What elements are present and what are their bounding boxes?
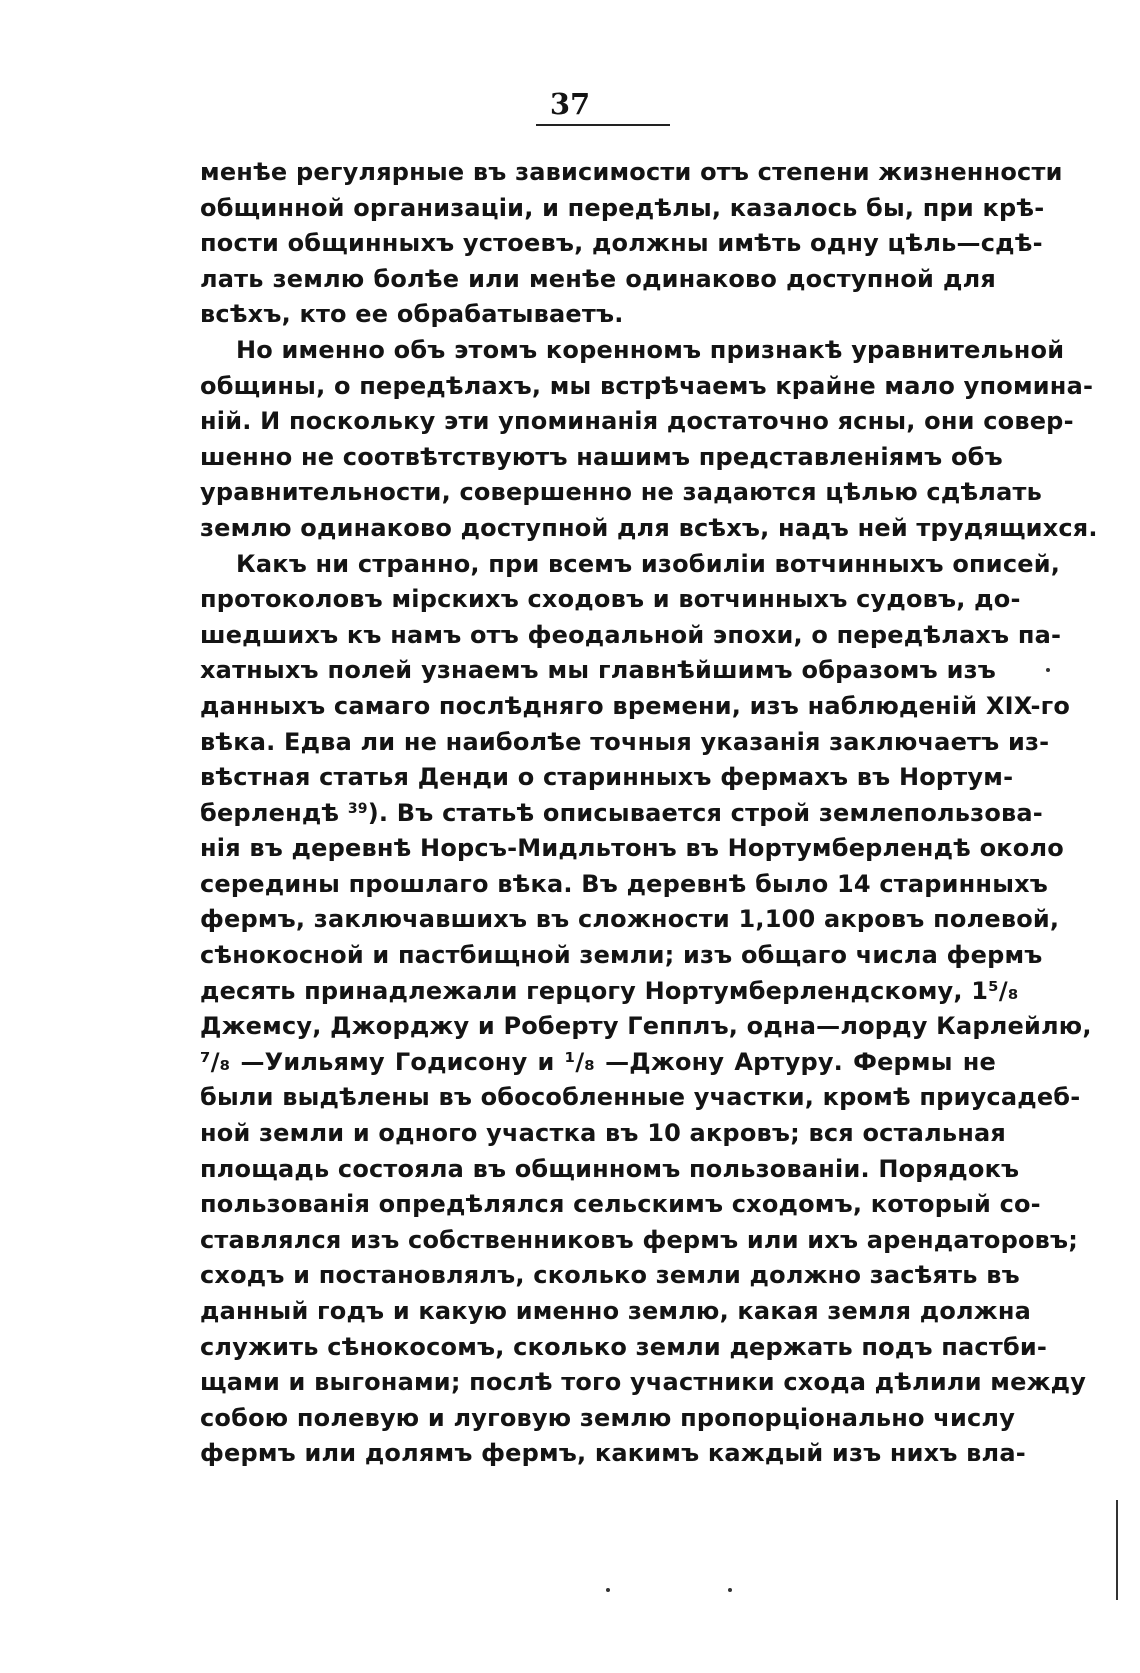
text-line: менѣе регулярные въ зависимости отъ степени жизненности [200,158,1063,186]
text-line: вѣстная статья Денди о старинныхъ фермахъ въ Нортум- [200,763,1014,792]
text-line: хатныхъ полей узнаемъ мы главнѣйшимъ образомъ изъ [200,656,996,685]
page-number: 37 [549,87,591,121]
text-line: сходъ и постановлялъ, сколько земли должно засѣять въ [200,1261,1020,1290]
text-line-with-fraction [200,974,1019,1010]
fraction-line-after: —Джону Артуру. Фермы не [595,1047,996,1076]
fraction: ¹/₈ [564,1047,595,1076]
text-line: вѣка. Едва ли не наиболѣе точныя указанiя заключаетъ из- [200,727,1050,756]
fraction: 1⁵/₈ [971,976,1019,1005]
text-line: щами и выгонами; послѣ того участники схода дѣлили между [200,1368,1087,1397]
text-line: шенно не соотвѣтствуютъ нашимъ представленiямъ объ [200,442,1003,471]
body-text [200,155,1098,1472]
text-line: были выдѣлены въ обособленные участки, кромѣ приусадеб- [200,1083,1081,1112]
text-line: всѣхъ, кто ее обрабатываетъ. [200,300,624,329]
scan-edge-mark [1116,1500,1118,1600]
text-line: фермъ, заключавшихъ въ сложности 1,100 акровъ полевой, [200,905,1060,934]
text-line: общинной организацiи, и передѣлы, казалось бы, при крѣ- [200,193,1045,222]
text-line: нiй. И поскольку эти упоминанiя достаточно ясны, они совер- [200,407,1074,436]
header-rule [536,124,670,126]
text-line: данный годъ и какую именно землю, какая земля должна [200,1297,1032,1325]
text-line: Джемсу, Джорджу и Роберту Гепплъ, одна—лорду Карлейлю, [200,1012,1092,1041]
footnote-ref: 39 [347,800,368,817]
text-line: нiя въ деревнѣ Норсъ-Мидльтонъ въ Нортумберлендѣ около [200,834,1064,863]
text-line: ной земли и одного участка въ 10 акровъ; вся остальная [200,1119,1007,1148]
text-line: площадь состояла въ общинномъ пользованiи. Порядокъ [200,1154,1020,1183]
text-line: пости общинныхъ устоевъ, должны имѣть одну цѣль—сдѣ- [200,229,1043,258]
fraction: ⁷/₈ [200,1047,231,1076]
text-line: землю одинаково доступной для всѣхъ, надъ ней трудящихся. [200,513,1098,542]
text-line: служить сѣнокосомъ, сколько земли держать подъ пастби- [200,1332,1048,1361]
fraction-line-text: десять принадлежали герцогу Нортумберлендскому, [200,976,963,1005]
scan-speck [606,1588,610,1592]
text-line: фермъ или долямъ фермъ, какимъ каждый изъ нихъ вла- [200,1439,1026,1468]
text-line: общины, о передѣлахъ, мы встрѣчаемъ крайне мало упомина- [200,371,1094,400]
text-line: лать землю болѣе или менѣе одинаково доступной для [200,264,996,293]
text-line: Но именно объ этомъ коренномъ признакѣ уравнительной [236,335,1065,364]
text-line-with-fractions [200,1045,996,1081]
text-line: шедшихъ къ намъ отъ феодальной эпохи, о передѣлахъ па- [200,620,1062,649]
fraction-line-mid: —Уильяму Годисону и [230,1047,565,1076]
text-line-with-footnote [200,796,1043,832]
text-line: середины прошлаго вѣка. Въ деревнѣ было 14 старинныхъ [200,869,1049,898]
footnote-line-after: ). Въ статьѣ описывается строй землепользова- [367,798,1043,827]
text-line: сѣнокосной и пастбищной земли; изъ общаго числа фермъ [200,941,1043,970]
text-line: протоколовъ мiрскихъ сходовъ и вотчинныхъ судовъ, до- [200,585,1021,614]
footnote-line-before: берлендѣ [200,798,348,827]
scan-speck [1046,668,1050,672]
text-line: Какъ ни странно, при всемъ изобилiи вотчинныхъ описей, [236,549,1061,578]
scan-speck [728,1588,732,1592]
text-line: данныхъ самаго послѣдняго времени, изъ наблюденiй XIX-го [200,691,1071,720]
text-line: уравнительности, совершенно не задаются цѣлью сдѣлать [200,478,1042,507]
text-line: пользованiя опредѣлялся сельскимъ сходомъ, который со- [200,1190,1041,1219]
text-line: собою полевую и луговую землю пропорцiонально числу [200,1403,1016,1432]
text-line: ставлялся изъ собственниковъ фермъ или ихъ арендаторовъ; [200,1225,1079,1254]
